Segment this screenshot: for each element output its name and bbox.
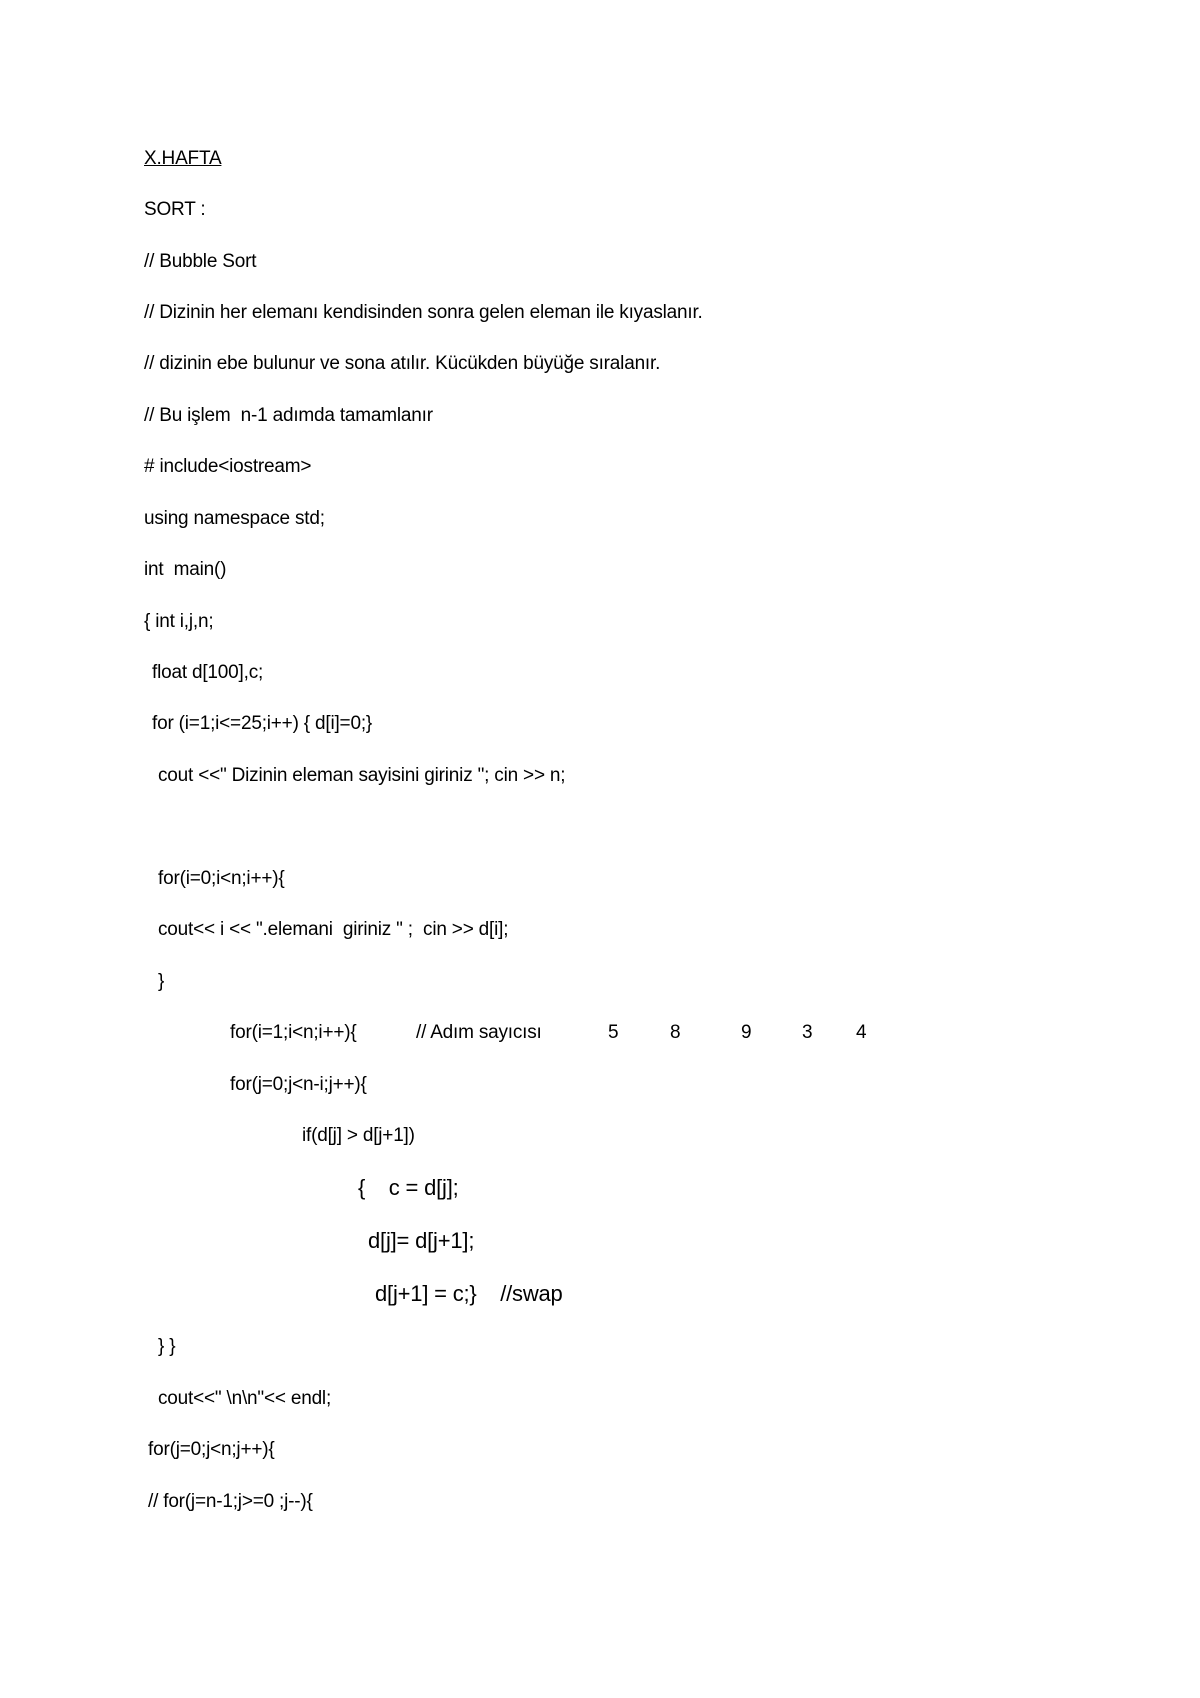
- code-decl-float: float d[100],c;: [152, 662, 264, 683]
- code-input-close: }: [158, 971, 165, 992]
- code-outer-comment: // Adım sayıcısı: [416, 1022, 542, 1043]
- code-decl-int: { int i,j,n;: [144, 611, 214, 632]
- comment-line-4: // Bu işlem n-1 adımda tamamlanır: [144, 405, 433, 426]
- example-value-4: 3: [802, 1022, 813, 1043]
- example-value-1: 5: [608, 1022, 619, 1043]
- code-input-body: cout<< i << ".elemani giriniz " ; cin >> d[i];: [158, 919, 509, 940]
- code-main: int main(): [144, 559, 227, 580]
- code-if-cond: if(d[j] > d[j+1]): [302, 1125, 415, 1146]
- example-value-3: 9: [741, 1022, 752, 1043]
- code-print-loop-reverse: // for(j=n-1;j>=0 ;j--){: [148, 1491, 313, 1512]
- comment-line-2: // Dizinin her elemanı kendisinden sonra gelen eleman ile kıyaslanır.: [144, 302, 703, 323]
- code-swap-1: { c = d[j];: [358, 1175, 459, 1200]
- section-heading: SORT :: [144, 199, 206, 220]
- code-swap-3: d[j+1] = c;} //swap: [375, 1281, 563, 1306]
- code-inner-loop: for(j=0;j<n-i;j++){: [230, 1074, 367, 1095]
- code-outer-loop: for(i=1;i<n;i++){: [230, 1022, 357, 1043]
- code-cout-endl: cout<<" \n\n"<< endl;: [158, 1388, 332, 1409]
- comment-line-1: // Bubble Sort: [144, 251, 257, 272]
- code-close-loops: } }: [158, 1336, 176, 1357]
- example-value-5: 4: [856, 1022, 867, 1043]
- code-print-loop: for(j=0;j<n;j++){: [148, 1439, 275, 1460]
- code-include: # include<iostream>: [144, 456, 312, 477]
- code-init-loop: for (i=1;i<=25;i++) { d[i]=0;}: [152, 713, 373, 734]
- example-value-2: 8: [670, 1022, 681, 1043]
- code-using: using namespace std;: [144, 508, 325, 529]
- comment-line-3: // dizinin ebe bulunur ve sona atılır. Kücükden büyüğe sıralanır.: [144, 353, 661, 374]
- page-title: X.HAFTA: [144, 148, 222, 169]
- code-cout-n: cout <<" Dizinin eleman sayisini giriniz "; cin >> n;: [158, 765, 566, 786]
- code-swap-2: d[j]= d[j+1];: [368, 1228, 475, 1253]
- code-input-loop: for(i=0;i<n;i++){: [158, 868, 285, 889]
